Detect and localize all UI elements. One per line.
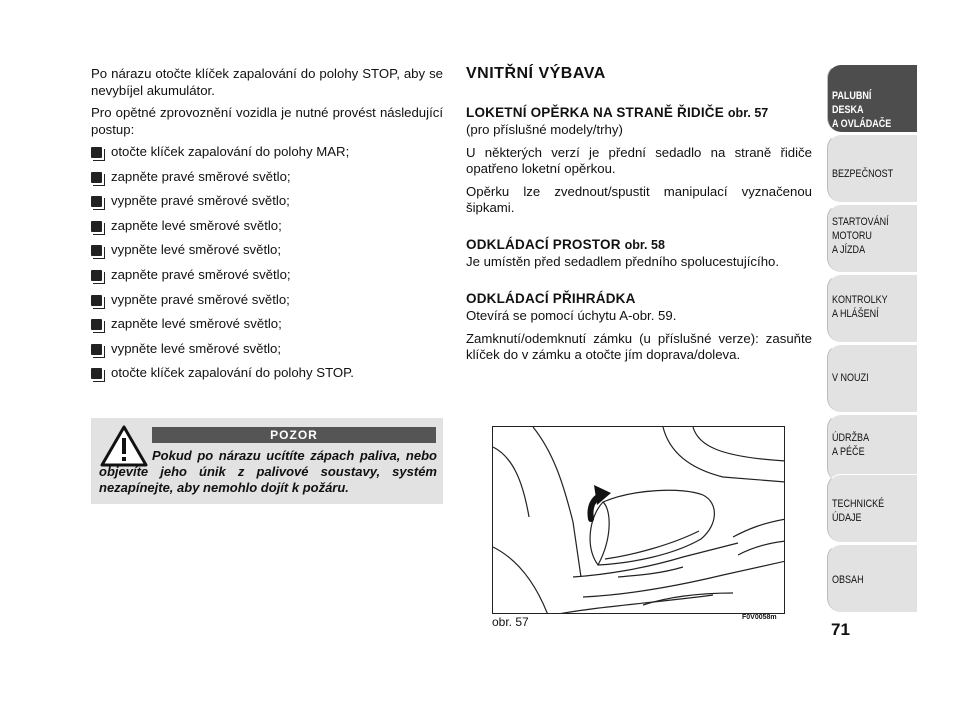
list-item: zapněte levé směrové světlo; <box>91 316 443 333</box>
storage-paragraph: Je umístěn před sedadlem předního spolucestujícího. <box>466 254 780 269</box>
tab-udrzba[interactable]: ÚDRŽBA A PÉČE <box>827 414 917 482</box>
armrest-figure-ref: obr. 57 <box>727 105 769 120</box>
storage-heading: ODKLÁDACÍ PROSTOR obr. 58 <box>466 236 665 252</box>
tab-obsah[interactable]: OBSAH <box>827 544 917 612</box>
figure-code: F0V0058m <box>742 614 777 621</box>
list-item: zapněte levé směrové světlo; <box>91 218 443 235</box>
glovebox-paragraph-1: Otevírá se pomocí úchytu A-obr. 59. <box>466 308 677 323</box>
figure-caption: obr. 57 <box>492 615 529 629</box>
checkbox-bullet-icon <box>91 172 102 183</box>
checkbox-bullet-icon <box>91 270 102 281</box>
glovebox-paragraph-2: Zamknutí/odemknutí zámku (u příslušné verze): zasuňte klíček do v zámku a otočte jím doprava/doleva. <box>466 330 812 362</box>
checkbox-bullet-icon <box>91 368 102 379</box>
list-item: zapněte pravé směrové světlo; <box>91 169 443 186</box>
armrest-note: (pro příslušné modely/trhy) <box>466 122 623 137</box>
section-title: VNITŘNÍ VÝBAVA <box>466 65 606 82</box>
list-item: vypněte pravé směrové světlo; <box>91 193 443 210</box>
list-item: zapněte pravé směrové světlo; <box>91 267 443 284</box>
checkbox-bullet-icon <box>91 319 102 330</box>
restart-paragraph: Pro opětné zprovoznění vozidla je nutné provést následující postup: <box>91 105 443 137</box>
tab-technicke-udaje[interactable]: TECHNICKÉ ÚDAJE <box>827 474 917 542</box>
tab-bezpecnost[interactable]: BEZPEČNOST <box>827 134 917 202</box>
tab-kontrolky[interactable]: KONTROLKY A HLÁŠENÍ <box>827 274 917 342</box>
checkbox-bullet-icon <box>91 344 102 355</box>
restart-steps <box>91 144 443 382</box>
list-item: vypněte levé směrové světlo; <box>91 242 443 259</box>
intro-paragraph: Po nárazu otočte klíček zapalování do polohy STOP, aby se nevybíjel akumulátor. <box>91 66 443 98</box>
warning-heading: POZOR <box>152 427 436 443</box>
tab-startovani[interactable]: STARTOVÁNÍ MOTORU A JÍZDA <box>827 204 917 272</box>
checkbox-bullet-icon <box>91 245 102 256</box>
glovebox-heading: ODKLÁDACÍ PŘIHRÁDKA <box>466 290 636 306</box>
list-item: otočte klíček zapalování do polohy MAR; <box>91 144 443 161</box>
checkbox-bullet-icon <box>91 147 102 158</box>
checkbox-bullet-icon <box>91 295 102 306</box>
list-item: vypněte levé směrové světlo; <box>91 341 443 358</box>
left-column <box>91 66 443 390</box>
checkbox-bullet-icon <box>91 196 102 207</box>
warning-text: Pokud po nárazu ucítíte zápach paliva, nebo objevíte jeho únik z palivové soustavy, systém nezapínejte, aby nemohlo dojít k požáru. <box>99 448 437 495</box>
warning-box <box>91 418 443 504</box>
list-item: vypněte pravé směrové světlo; <box>91 292 443 309</box>
list-item: otočte klíček zapalování do polohy STOP. <box>91 365 443 382</box>
armrest-illustration <box>492 426 785 614</box>
page-number: 71 <box>831 620 850 639</box>
armrest-drawing <box>493 427 785 614</box>
tab-v-nouzi[interactable]: V NOUZI <box>827 344 917 412</box>
armrest-heading: LOKETNÍ OPĚRKA NA STRANĚ ŘIDIČE obr. 57 <box>466 104 769 120</box>
right-column <box>466 66 812 370</box>
storage-figure-ref: obr. 58 <box>624 237 665 252</box>
checkbox-bullet-icon <box>91 221 102 232</box>
armrest-paragraph-1: U některých verzí je přední sedadlo na straně řidiče opatřeno loketní opěrkou. <box>466 144 812 176</box>
armrest-paragraph-2: Opěrku lze zvednout/spustit manipulací vyznačenou šipkami. <box>466 183 812 215</box>
tab-palubni-deska[interactable]: PALUBNÍ DESKA A OVLÁDAČE <box>827 64 917 132</box>
